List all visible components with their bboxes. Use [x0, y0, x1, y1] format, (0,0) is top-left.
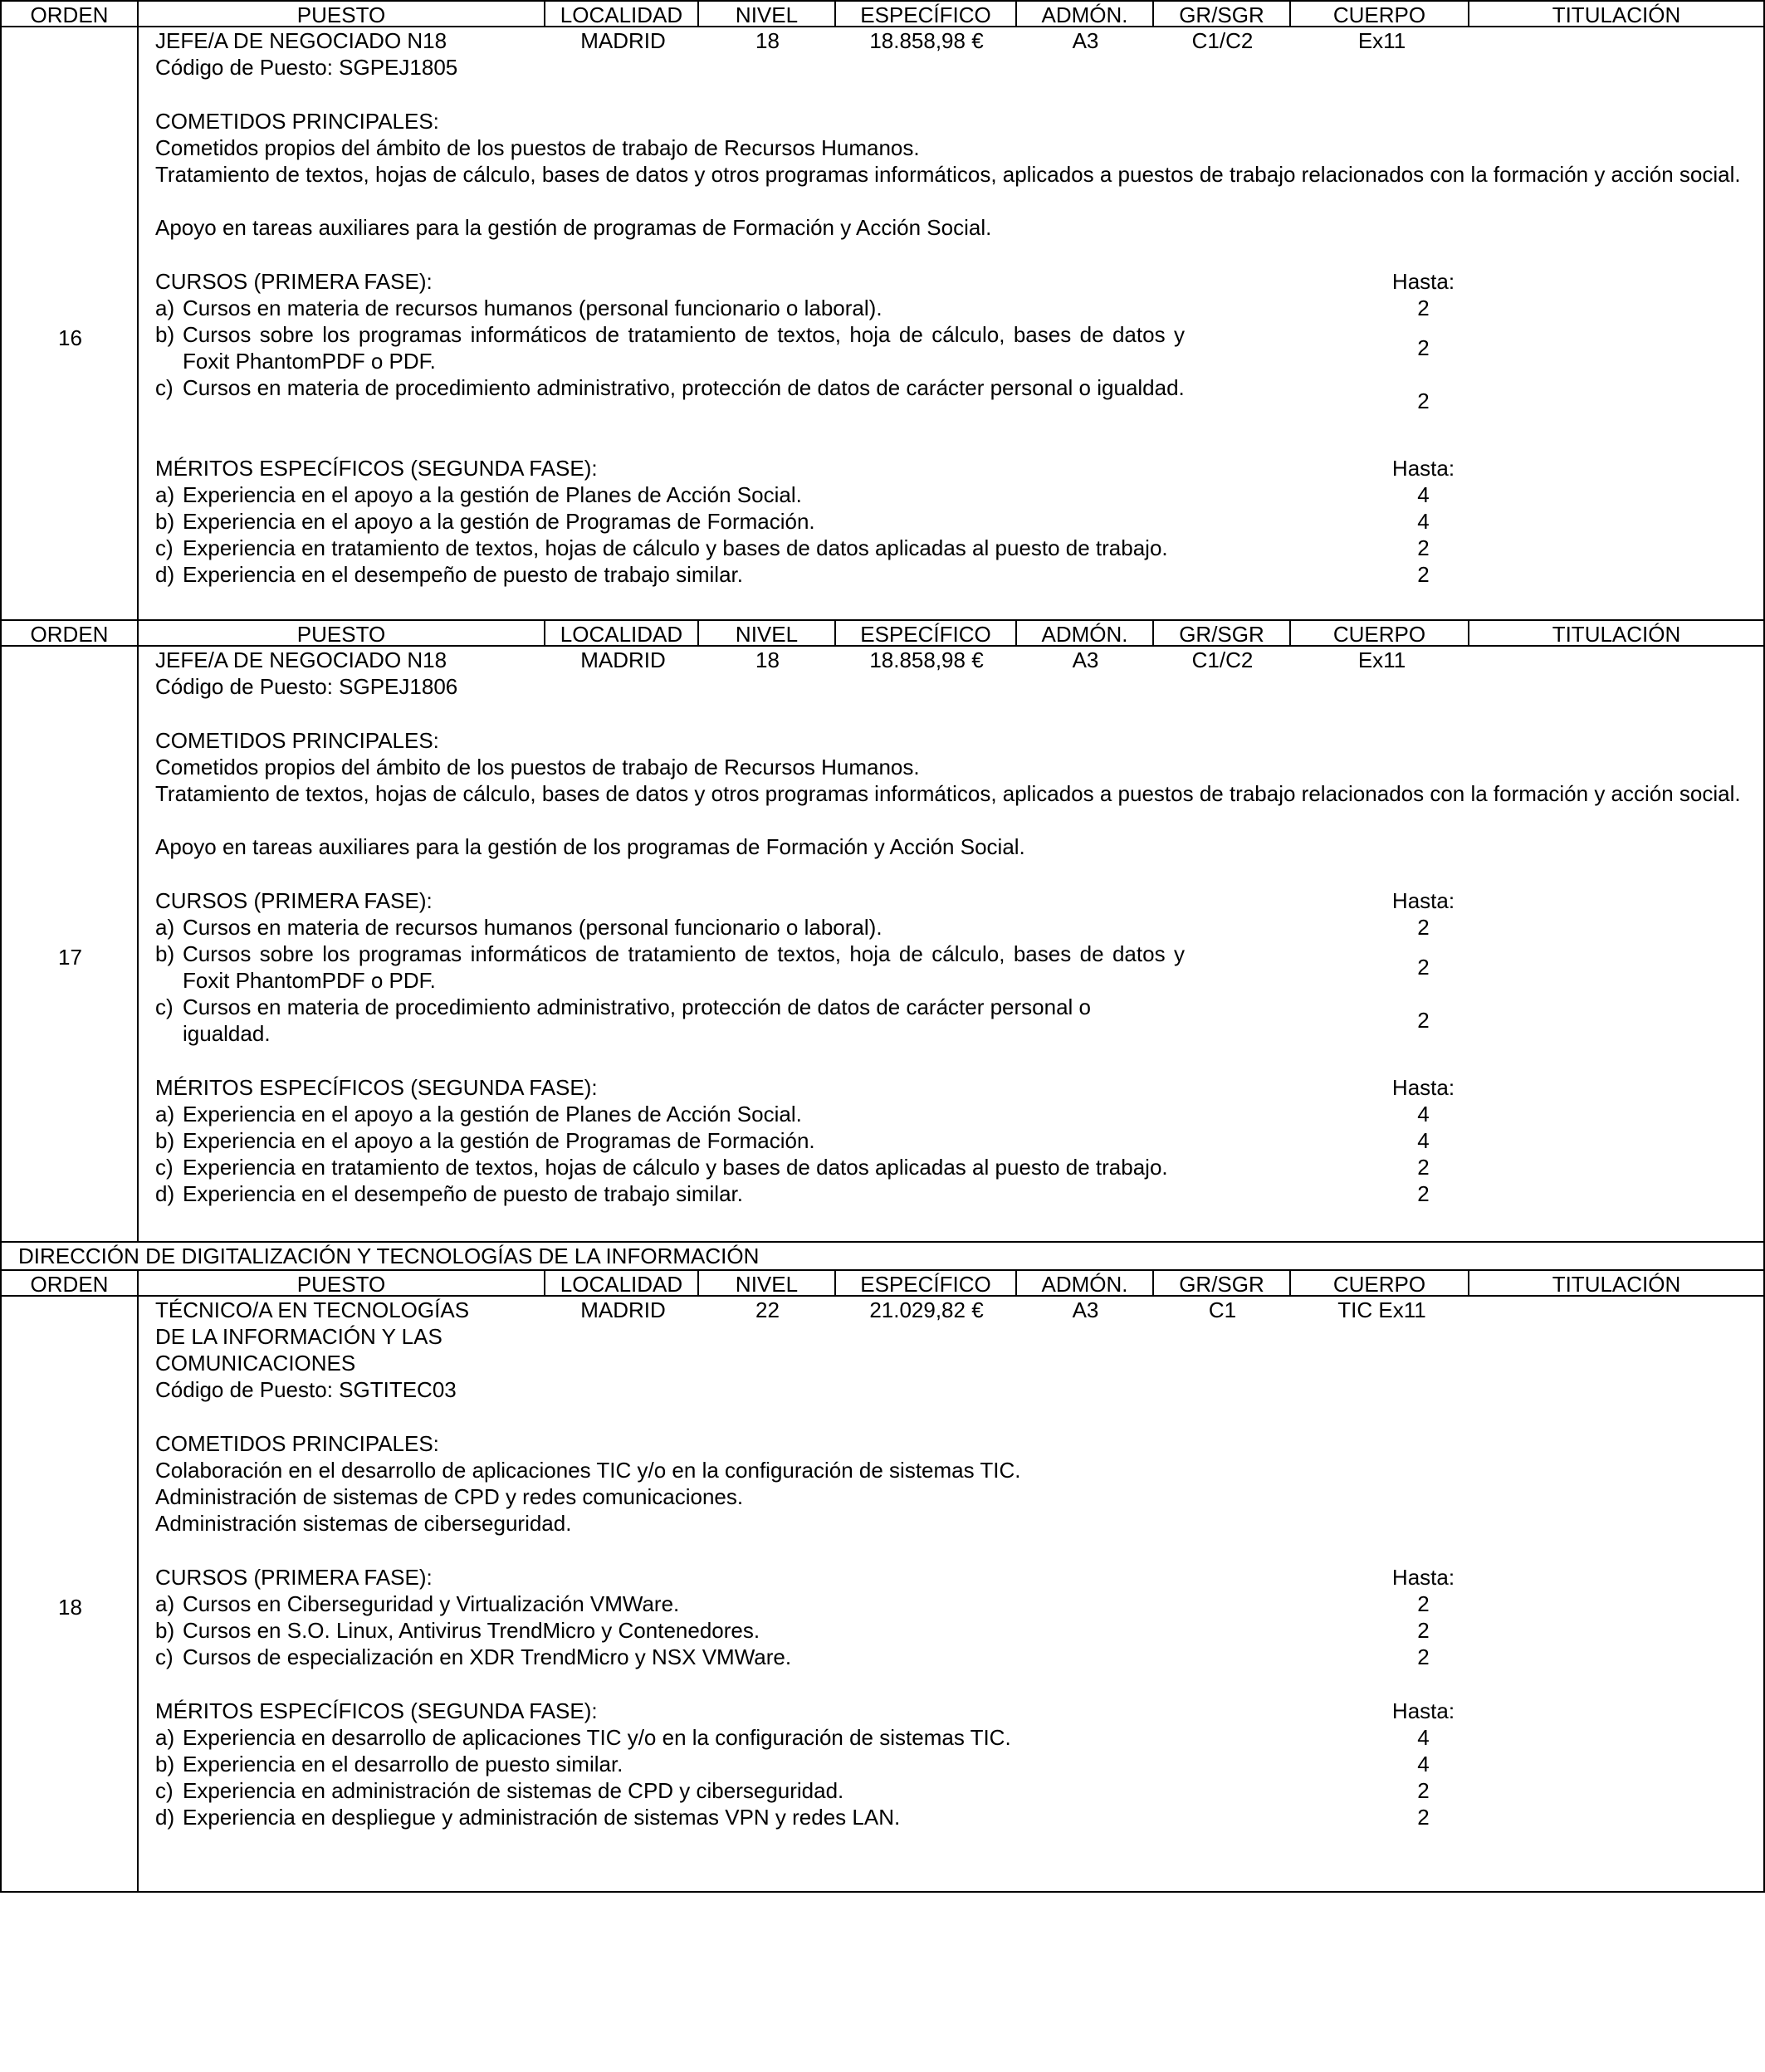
admon: A3 [1072, 1297, 1099, 1322]
header-cuerpo: CUERPO [1291, 621, 1469, 647]
header-cuerpo: CUERPO [1291, 2, 1469, 27]
cometido-item: Cometidos propios del ámbito de los puestos de trabajo de Recursos Humanos. [155, 135, 920, 160]
hasta-label: Hasta: [1391, 1565, 1455, 1590]
header-nivel: NIVEL [699, 2, 836, 27]
header-cuerpo: CUERPO [1291, 1271, 1469, 1297]
merito-points: 4 [1417, 1102, 1430, 1126]
merito-points: 4 [1417, 1128, 1430, 1153]
header-admon: ADMÓN. [1017, 2, 1154, 27]
localidad: MADRID [580, 1297, 666, 1322]
curso-points: 2 [1417, 296, 1430, 320]
header-localidad: LOCALIDAD [545, 1271, 699, 1297]
merito-points: 2 [1417, 562, 1430, 587]
header-puesto: PUESTO [139, 1271, 545, 1297]
merito-points: 2 [1417, 1181, 1430, 1206]
orden-cell [2, 27, 139, 619]
meritos-heading: MÉRITOS ESPECÍFICOS (SEGUNDA FASE): [155, 1698, 598, 1723]
table-header [0, 1269, 1765, 1297]
merito-item: d) Experiencia en despliegue y administración de sistemas VPN y redes LAN. [155, 1805, 901, 1830]
curso-item: a) Cursos en materia de recursos humanos (personal funcionario o laboral). [155, 296, 882, 320]
hasta-label: Hasta: [1391, 888, 1455, 913]
puesto-code: Código de Puesto: SGTITEC03 [155, 1377, 457, 1402]
header-puesto: PUESTO [139, 621, 545, 647]
curso-item: b) Cursos sobre los programas informáticos de tratamiento de textos, hoja de cálculo, bases de datos y Foxit PhantomPDF o PDF. [155, 941, 1185, 993]
merito-points: 2 [1417, 1778, 1430, 1803]
admon: A3 [1072, 648, 1099, 672]
header-gr-sgr: GR/SGR [1154, 1271, 1291, 1297]
merito-item: a) Experiencia en el apoyo a la gestión de Planes de Acción Social. [155, 1102, 802, 1126]
header-orden: ORDEN [2, 621, 139, 647]
puesto-code: Código de Puesto: SGPEJ1806 [155, 674, 458, 699]
puesto-title-line: TÉCNICO/A EN TECNOLOGÍAS [155, 1297, 470, 1322]
header-especifico: ESPECÍFICO [836, 2, 1017, 27]
cuerpo: Ex11 [1357, 648, 1406, 672]
table-row [0, 27, 1765, 621]
header-gr-sgr: GR/SGR [1154, 621, 1291, 647]
merito-item: b) Experiencia en el apoyo a la gestión de Programas de Formación. [155, 509, 815, 534]
curso-points: 2 [1417, 388, 1430, 413]
table-header [0, 621, 1765, 647]
admon: A3 [1072, 28, 1099, 53]
merito-item: d) Experiencia en el desempeño de puesto de trabajo similar. [155, 562, 743, 587]
puesto-title-line: COMUNICACIONES [155, 1351, 356, 1376]
cometido-item: Cometidos propios del ámbito de los puestos de trabajo de Recursos Humanos. [155, 755, 920, 779]
orden-number: 16 [58, 325, 82, 350]
merito-item: b) Experiencia en el desarrollo de puesto similar. [155, 1752, 623, 1776]
curso-points: 2 [1417, 1644, 1430, 1669]
cometido-item: Administración de sistemas de CPD y redes comunicaciones. [155, 1484, 744, 1509]
curso-item: c) Cursos de especialización en XDR TrendMicro y NSX VMWare. [155, 1644, 792, 1669]
hasta-label: Hasta: [1391, 269, 1455, 294]
hasta-label: Hasta: [1391, 1698, 1455, 1723]
curso-points: 2 [1417, 335, 1430, 360]
header-orden: ORDEN [2, 1271, 139, 1297]
cursos-heading: CURSOS (PRIMERA FASE): [155, 1565, 433, 1590]
merito-points: 4 [1417, 482, 1430, 507]
table-row [0, 1297, 1765, 1893]
cuerpo: Ex11 [1357, 28, 1406, 53]
curso-points: 2 [1417, 1618, 1430, 1643]
gr-sgr: C1 [1208, 1297, 1237, 1322]
cometido-item: Colaboración en el desarrollo de aplicaciones TIC y/o en la configuración de sistemas TIC. [155, 1458, 1021, 1483]
merito-points: 2 [1417, 535, 1430, 560]
header-orden: ORDEN [2, 2, 139, 27]
hasta-label: Hasta: [1391, 456, 1455, 481]
cometidos-heading: COMETIDOS PRINCIPALES: [155, 728, 439, 753]
localidad: MADRID [580, 28, 666, 53]
puesto-code: Código de Puesto: SGPEJ1805 [155, 55, 458, 80]
puesto-title: JEFE/A DE NEGOCIADO N18 [155, 648, 447, 672]
orden-number: 18 [58, 1595, 82, 1620]
nivel: 18 [755, 28, 780, 53]
curso-points: 2 [1417, 915, 1430, 940]
header-admon: ADMÓN. [1017, 1271, 1154, 1297]
header-puesto: PUESTO [139, 2, 545, 27]
nivel: 22 [755, 1297, 780, 1322]
curso-item: a) Cursos en Ciberseguridad y Virtualización VMWare. [155, 1591, 680, 1616]
merito-item: d) Experiencia en el desempeño de puesto de trabajo similar. [155, 1181, 743, 1206]
curso-item: c) Cursos en materia de procedimiento administrativo, protección de datos de carácter personal o igualdad. [155, 375, 1185, 400]
meritos-heading: MÉRITOS ESPECÍFICOS (SEGUNDA FASE): [155, 456, 598, 481]
gr-sgr: C1/C2 [1191, 28, 1254, 53]
nivel: 18 [755, 648, 780, 672]
cursos-heading: CURSOS (PRIMERA FASE): [155, 888, 433, 913]
especifico: 18.858,98 € [869, 648, 984, 672]
cometidos-heading: COMETIDOS PRINCIPALES: [155, 109, 439, 134]
orden-number: 17 [58, 945, 82, 970]
header-localidad: LOCALIDAD [545, 2, 699, 27]
header-nivel: NIVEL [699, 1271, 836, 1297]
curso-points: 2 [1417, 1591, 1430, 1616]
cometido-item: Tratamiento de textos, hojas de cálculo, bases de datos y otros programas informáticos, aplicados a puestos de trabajo relacionados con la formación y acción social. [155, 162, 1741, 187]
hasta-label: Hasta: [1391, 1075, 1455, 1100]
especifico: 21.029,82 € [869, 1297, 984, 1322]
curso-item: b) Cursos sobre los programas informáticos de tratamiento de textos, hoja de cálculo, bases de datos y Foxit PhantomPDF o PDF. [155, 322, 1185, 374]
merito-item: c) Experiencia en tratamiento de textos, hojas de cálculo y bases de datos aplicadas al puesto de trabajo. [155, 1155, 1168, 1180]
curso-item: b) Cursos en S.O. Linux, Antivirus TrendMicro y Contenedores. [155, 1618, 760, 1643]
merito-points: 4 [1417, 1752, 1430, 1776]
table-header [0, 0, 1765, 27]
meritos-heading: MÉRITOS ESPECÍFICOS (SEGUNDA FASE): [155, 1075, 598, 1100]
merito-item: c) Experiencia en administración de sistemas de CPD y ciberseguridad. [155, 1778, 844, 1803]
section-title: DIRECCIÓN DE DIGITALIZACIÓN Y TECNOLOGÍAS DE LA INFORMACIÓN [0, 1243, 1765, 1269]
merito-item: c) Experiencia en tratamiento de textos, hojas de cálculo y bases de datos aplicadas al puesto de trabajo. [155, 535, 1168, 560]
merito-points: 2 [1417, 1805, 1430, 1830]
merito-points: 4 [1417, 1725, 1430, 1750]
header-especifico: ESPECÍFICO [836, 621, 1017, 647]
curso-points: 2 [1417, 1008, 1430, 1033]
cometidos-heading: COMETIDOS PRINCIPALES: [155, 1431, 439, 1456]
header-nivel: NIVEL [699, 621, 836, 647]
table-row [0, 647, 1765, 1243]
puesto-title: JEFE/A DE NEGOCIADO N18 [155, 28, 447, 53]
curso-item: a) Cursos en materia de recursos humanos (personal funcionario o laboral). [155, 915, 882, 940]
cuerpo: TIC Ex11 [1337, 1297, 1426, 1322]
cometido-item: Tratamiento de textos, hojas de cálculo, bases de datos y otros programas informáticos, aplicados a puestos de trabajo relacionados con la formación y acción social. [155, 781, 1741, 806]
header-titulacion: TITULACIÓN [1552, 2, 1681, 27]
merito-points: 2 [1417, 1155, 1430, 1180]
especifico: 18.858,98 € [869, 28, 984, 53]
merito-points: 4 [1417, 509, 1430, 534]
curso-points: 2 [1417, 955, 1430, 980]
cometido-item: Apoyo en tareas auxiliares para la gestión de programas de Formación y Acción Social. [155, 215, 992, 240]
cometido-item: Administración sistemas de ciberseguridad. [155, 1511, 572, 1536]
header-admon: ADMÓN. [1017, 621, 1154, 647]
merito-item: b) Experiencia en el apoyo a la gestión de Programas de Formación. [155, 1128, 815, 1153]
cursos-heading: CURSOS (PRIMERA FASE): [155, 269, 433, 294]
puesto-title-line: DE LA INFORMACIÓN Y LAS [155, 1324, 442, 1349]
header-gr-sgr: GR/SGR [1154, 2, 1291, 27]
cometido-item: Apoyo en tareas auxiliares para la gestión de los programas de Formación y Acción Social. [155, 834, 1025, 859]
gr-sgr: C1/C2 [1191, 648, 1254, 672]
header-localidad: LOCALIDAD [545, 621, 699, 647]
curso-item: c) Cursos en materia de procedimiento administrativo, protección de datos de carácter personal o igualdad. [155, 994, 1092, 1046]
merito-item: a) Experiencia en desarrollo de aplicaciones TIC y/o en la configuración de sistemas TIC. [155, 1725, 1011, 1750]
merito-item: a) Experiencia en el apoyo a la gestión de Planes de Acción Social. [155, 482, 802, 507]
header-especifico: ESPECÍFICO [836, 1271, 1017, 1297]
header-titulacion: TITULACIÓN [1552, 622, 1681, 647]
header-titulacion: TITULACIÓN [1552, 1272, 1681, 1297]
localidad: MADRID [580, 648, 666, 672]
